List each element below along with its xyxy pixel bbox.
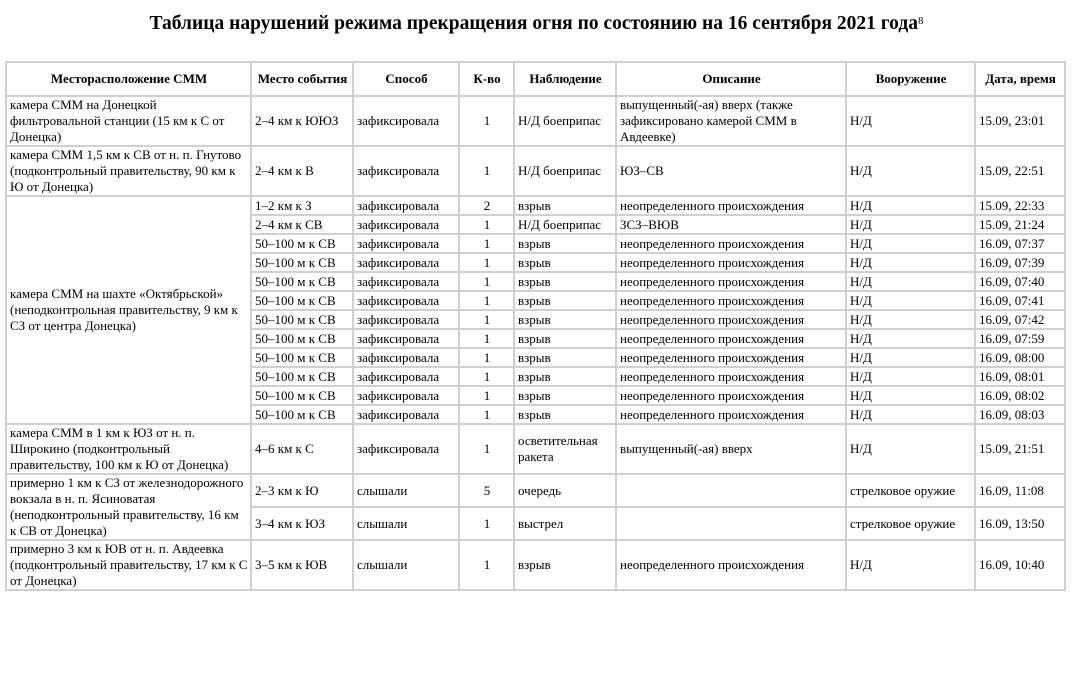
table-body: [7, 97, 1064, 589]
table-row: [7, 147, 1064, 195]
count-cell: 5: [460, 475, 513, 506]
event-place-cell: 3–4 км к ЮЗ: [252, 508, 352, 539]
weapon-cell: Н/Д: [847, 97, 974, 145]
observation-cell: взрыв: [515, 330, 615, 347]
count-cell: 1: [460, 425, 513, 473]
datetime-cell: 16.09, 08:03: [976, 406, 1064, 423]
event-place-cell: 50–100 м к СВ: [252, 387, 352, 404]
event-place-cell: 1–2 км к З: [252, 197, 352, 214]
observation-cell: Н/Д боеприпас: [515, 97, 615, 145]
count-cell: 1: [460, 235, 513, 252]
datetime-cell: 16.09, 07:39: [976, 254, 1064, 271]
observation-cell: взрыв: [515, 273, 615, 290]
method-cell: зафиксировала: [354, 387, 458, 404]
table-row: [7, 425, 1064, 473]
method-cell: зафиксировала: [354, 235, 458, 252]
method-cell: зафиксировала: [354, 273, 458, 290]
event-place-cell: 50–100 м к СВ: [252, 292, 352, 309]
description-cell: неопределенного происхождения: [617, 349, 845, 366]
datetime-cell: 16.09, 08:02: [976, 387, 1064, 404]
header-method: Способ: [354, 63, 458, 95]
count-cell: 1: [460, 330, 513, 347]
weapon-cell: Н/Д: [847, 197, 974, 214]
count-cell: 2: [460, 197, 513, 214]
method-cell: слышали: [354, 541, 458, 589]
location-cell: примерно 1 км к СЗ от железнодорожного вокзала в н. п. Ясиноватая (неподконтрольный правительству, 16 км к СВ от Донецка): [7, 475, 250, 539]
weapon-cell: Н/Д: [847, 349, 974, 366]
count-cell: 1: [460, 147, 513, 195]
location-cell: камера СММ в 1 км к ЮЗ от н. п. Широкино (подконтрольный правительству, 100 км к Ю от Донецка): [7, 425, 250, 473]
observation-cell: Н/Д боеприпас: [515, 216, 615, 233]
datetime-cell: 16.09, 07:40: [976, 273, 1064, 290]
event-place-cell: 2–4 км к В: [252, 147, 352, 195]
method-cell: зафиксировала: [354, 97, 458, 145]
method-cell: зафиксировала: [354, 349, 458, 366]
weapon-cell: Н/Д: [847, 311, 974, 328]
event-place-cell: 2–4 км к ЮЮЗ: [252, 97, 352, 145]
count-cell: 1: [460, 406, 513, 423]
datetime-cell: 16.09, 11:08: [976, 475, 1064, 506]
method-cell: зафиксировала: [354, 197, 458, 214]
datetime-cell: 16.09, 13:50: [976, 508, 1064, 539]
datetime-cell: 16.09, 07:41: [976, 292, 1064, 309]
weapon-cell: Н/Д: [847, 216, 974, 233]
header-place: Место события: [252, 63, 352, 95]
event-place-cell: 50–100 м к СВ: [252, 254, 352, 271]
description-cell: неопределенного происхождения: [617, 387, 845, 404]
datetime-cell: 15.09, 23:01: [976, 97, 1064, 145]
event-place-cell: 50–100 м к СВ: [252, 349, 352, 366]
description-cell: неопределенного происхождения: [617, 330, 845, 347]
datetime-cell: 16.09, 10:40: [976, 541, 1064, 589]
count-cell: 1: [460, 292, 513, 309]
description-cell: [617, 475, 845, 506]
method-cell: зафиксировала: [354, 311, 458, 328]
weapon-cell: Н/Д: [847, 541, 974, 589]
count-cell: 1: [460, 387, 513, 404]
count-cell: 1: [460, 311, 513, 328]
header-weapon: Вооружение: [847, 63, 974, 95]
observation-cell: взрыв: [515, 235, 615, 252]
description-cell: неопределенного происхождения: [617, 541, 845, 589]
count-cell: 1: [460, 508, 513, 539]
method-cell: зафиксировала: [354, 406, 458, 423]
header-location: Месторасположение СММ: [7, 63, 250, 95]
observation-cell: взрыв: [515, 311, 615, 328]
event-place-cell: 2–3 км к Ю: [252, 475, 352, 506]
description-cell: неопределенного происхождения: [617, 235, 845, 252]
observation-cell: взрыв: [515, 349, 615, 366]
description-cell: неопределенного происхождения: [617, 368, 845, 385]
description-cell: ЗСЗ–ВЮВ: [617, 216, 845, 233]
datetime-cell: 16.09, 07:59: [976, 330, 1064, 347]
observation-cell: взрыв: [515, 541, 615, 589]
footnote-marker: 8: [917, 15, 924, 27]
count-cell: 1: [460, 349, 513, 366]
location-cell: камера СММ 1,5 км к СВ от н. п. Гнутово (подконтрольный правительству, 90 км к Ю от Донецка): [7, 147, 250, 195]
weapon-cell: Н/Д: [847, 387, 974, 404]
location-cell: камера СММ на шахте «Октябрьской» (неподконтрольная правительству, 9 км к СЗ от центра Донецка): [7, 197, 250, 423]
event-place-cell: 4–6 км к С: [252, 425, 352, 473]
table-row: [7, 97, 1064, 145]
weapon-cell: стрелковое оружие: [847, 508, 974, 539]
datetime-cell: 15.09, 21:51: [976, 425, 1064, 473]
method-cell: слышали: [354, 508, 458, 539]
count-cell: 1: [460, 97, 513, 145]
title-text: Таблица нарушений режима прекращения огня по состоянию на 16 сентября 2021 года: [149, 13, 918, 34]
table-row: [7, 475, 1064, 506]
weapon-cell: Н/Д: [847, 292, 974, 309]
method-cell: зафиксировала: [354, 147, 458, 195]
method-cell: зафиксировала: [354, 425, 458, 473]
header-datetime: Дата, время: [976, 63, 1064, 95]
method-cell: слышали: [354, 475, 458, 506]
header-observation: Наблюдение: [515, 63, 615, 95]
table-row: [7, 541, 1064, 589]
datetime-cell: 15.09, 22:51: [976, 147, 1064, 195]
weapon-cell: Н/Д: [847, 273, 974, 290]
event-place-cell: 50–100 м к СВ: [252, 311, 352, 328]
violations-table-container: [5, 61, 1066, 591]
event-place-cell: 3–5 км к ЮВ: [252, 541, 352, 589]
description-cell: выпущенный(-ая) вверх (также зафиксировано камерой СММ в Авдеевке): [617, 97, 845, 145]
weapon-cell: Н/Д: [847, 406, 974, 423]
header-count: К-во: [460, 63, 513, 95]
description-cell: неопределенного происхождения: [617, 311, 845, 328]
count-cell: 1: [460, 254, 513, 271]
weapon-cell: стрелковое оружие: [847, 475, 974, 506]
method-cell: зафиксировала: [354, 330, 458, 347]
weapon-cell: Н/Д: [847, 147, 974, 195]
violations-table: [5, 61, 1066, 591]
method-cell: зафиксировала: [354, 292, 458, 309]
weapon-cell: Н/Д: [847, 330, 974, 347]
description-cell: ЮЗ–СВ: [617, 147, 845, 195]
event-place-cell: 50–100 м к СВ: [252, 235, 352, 252]
header-description: Описание: [617, 63, 845, 95]
event-place-cell: 50–100 м к СВ: [252, 273, 352, 290]
datetime-cell: 16.09, 07:37: [976, 235, 1064, 252]
datetime-cell: 15.09, 21:24: [976, 216, 1064, 233]
description-cell: неопределенного происхождения: [617, 292, 845, 309]
observation-cell: очередь: [515, 475, 615, 506]
observation-cell: взрыв: [515, 254, 615, 271]
method-cell: зафиксировала: [354, 216, 458, 233]
table-header-row: [7, 63, 1064, 95]
weapon-cell: Н/Д: [847, 425, 974, 473]
method-cell: зафиксировала: [354, 254, 458, 271]
observation-cell: осветительная ракета: [515, 425, 615, 473]
datetime-cell: 15.09, 22:33: [976, 197, 1064, 214]
description-cell: неопределенного происхождения: [617, 273, 845, 290]
datetime-cell: 16.09, 08:00: [976, 349, 1064, 366]
event-place-cell: 2–4 км к СВ: [252, 216, 352, 233]
location-cell: примерно 3 км к ЮВ от н. п. Авдеевка (подконтрольный правительству, 17 км к С от Донецка): [7, 541, 250, 589]
table-row: [7, 197, 1064, 214]
observation-cell: взрыв: [515, 387, 615, 404]
description-cell: [617, 508, 845, 539]
event-place-cell: 50–100 м к СВ: [252, 368, 352, 385]
description-cell: неопределенного происхождения: [617, 254, 845, 271]
weapon-cell: Н/Д: [847, 368, 974, 385]
location-cell: камера СММ на Донецкой фильтровальной станции (15 км к С от Донецка): [7, 97, 250, 145]
description-cell: неопределенного происхождения: [617, 406, 845, 423]
observation-cell: взрыв: [515, 197, 615, 214]
weapon-cell: Н/Д: [847, 235, 974, 252]
document-title: [0, 12, 1073, 36]
observation-cell: взрыв: [515, 292, 615, 309]
observation-cell: Н/Д боеприпас: [515, 147, 615, 195]
description-cell: выпущенный(-ая) вверх: [617, 425, 845, 473]
count-cell: 1: [460, 541, 513, 589]
event-place-cell: 50–100 м к СВ: [252, 406, 352, 423]
weapon-cell: Н/Д: [847, 254, 974, 271]
observation-cell: выстрел: [515, 508, 615, 539]
method-cell: зафиксировала: [354, 368, 458, 385]
count-cell: 1: [460, 368, 513, 385]
observation-cell: взрыв: [515, 406, 615, 423]
datetime-cell: 16.09, 07:42: [976, 311, 1064, 328]
datetime-cell: 16.09, 08:01: [976, 368, 1064, 385]
description-cell: неопределенного происхождения: [617, 197, 845, 214]
count-cell: 1: [460, 216, 513, 233]
event-place-cell: 50–100 м к СВ: [252, 330, 352, 347]
count-cell: 1: [460, 273, 513, 290]
observation-cell: взрыв: [515, 368, 615, 385]
